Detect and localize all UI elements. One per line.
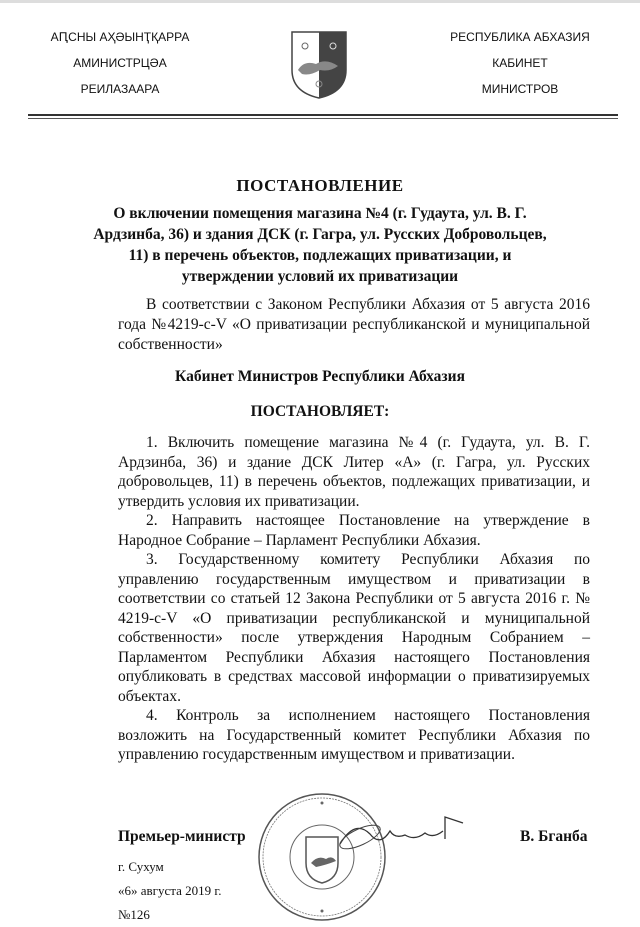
header-left-line-1: АԤСНЫ АҲӘЫНҬҚАРРА (50, 30, 190, 44)
document-subtitle: О включении помещения магазина №4 (г. Гудаута, ул. В. Г. Ардзинба, 36) и здания ДСК (г. Гагра, ул. Русских Добровольцев, 11) в перечень объектов, подлежащих приватизации, и утверждении условий их приватизации (93, 205, 547, 285)
signatory-position: Премьер-министр (118, 827, 246, 845)
header-divider (28, 114, 618, 116)
header-left-line-3: РЕИЛАЗААРА (80, 82, 160, 96)
city: г. Сухум (118, 858, 164, 874)
issuer: Кабинет Министров Республики Абхазия (175, 368, 465, 385)
item-1: 1. Включить помещение магазина №4 (г. Гудаута, ул. В. Г. Ардзинба, 36) и здание ДСК Литер «А» (г. Гагра, ул. Русских добровольцев, 11) в перечень объектов, подлежащих приватизации, и утвердить условия их приватизации. (118, 434, 590, 510)
header-abkhaz (20, 24, 220, 102)
item-2: 2. Направить настоящее Постановление на утверждение в Народное Собрание – Парламент Республики Абхазия. (118, 512, 590, 549)
item-3: 3. Государственному комитету Республики Абхазия по управлению государственным имуществом и приватизации в соответствии со статьей 12 Закона Республики от 5 августа 2016 г. № 4219-с-V «О приватизации республиканской и муниципальной собственности» после утверждения Народным Собранием – Парламентом Республики Абхазия настоящего Постановления опубликовать в средствах массовой информации о приватизируемых объектах. (118, 551, 590, 705)
preamble (118, 295, 590, 355)
item-4: 4. Контроль за исполнением настоящего Постановления возложить на Государственный комитет Республики Абхазия по управлению государственным имуществом и приватизации. (118, 707, 590, 763)
header-right-line-1: РЕСПУБЛИКА АБХАЗИЯ (450, 30, 590, 44)
header-russian (420, 24, 620, 102)
header-right-line-2: КАБИНЕТ (492, 56, 548, 70)
preamble-text: В соответствии с Законом Республики Абхазия от 5 августа 2016 года №4219-с-V «О приватизации республиканской и муниципальной собственности» (118, 296, 590, 353)
date: «6» августа 2019 г. (118, 882, 222, 898)
signature-block (0, 787, 640, 927)
document-body (0, 176, 640, 927)
handwritten-signature (335, 809, 465, 859)
resolves-heading: ПОСТАНОВЛЯЕТ: (250, 403, 390, 420)
header-right-line-3: МИНИСТРОВ (481, 82, 559, 96)
scan-edge (0, 0, 640, 3)
signatory-name: В. Бганба (520, 827, 588, 845)
header-left-line-2: АМИНИСТРЦӘА (73, 56, 167, 70)
document-title: ПОСТАНОВЛЕНИЕ (236, 176, 404, 195)
resolution-items (118, 433, 590, 765)
document-number: №126 (118, 906, 150, 922)
header-divider-thin (28, 118, 618, 119)
coat-of-arms-emblem (290, 30, 348, 100)
